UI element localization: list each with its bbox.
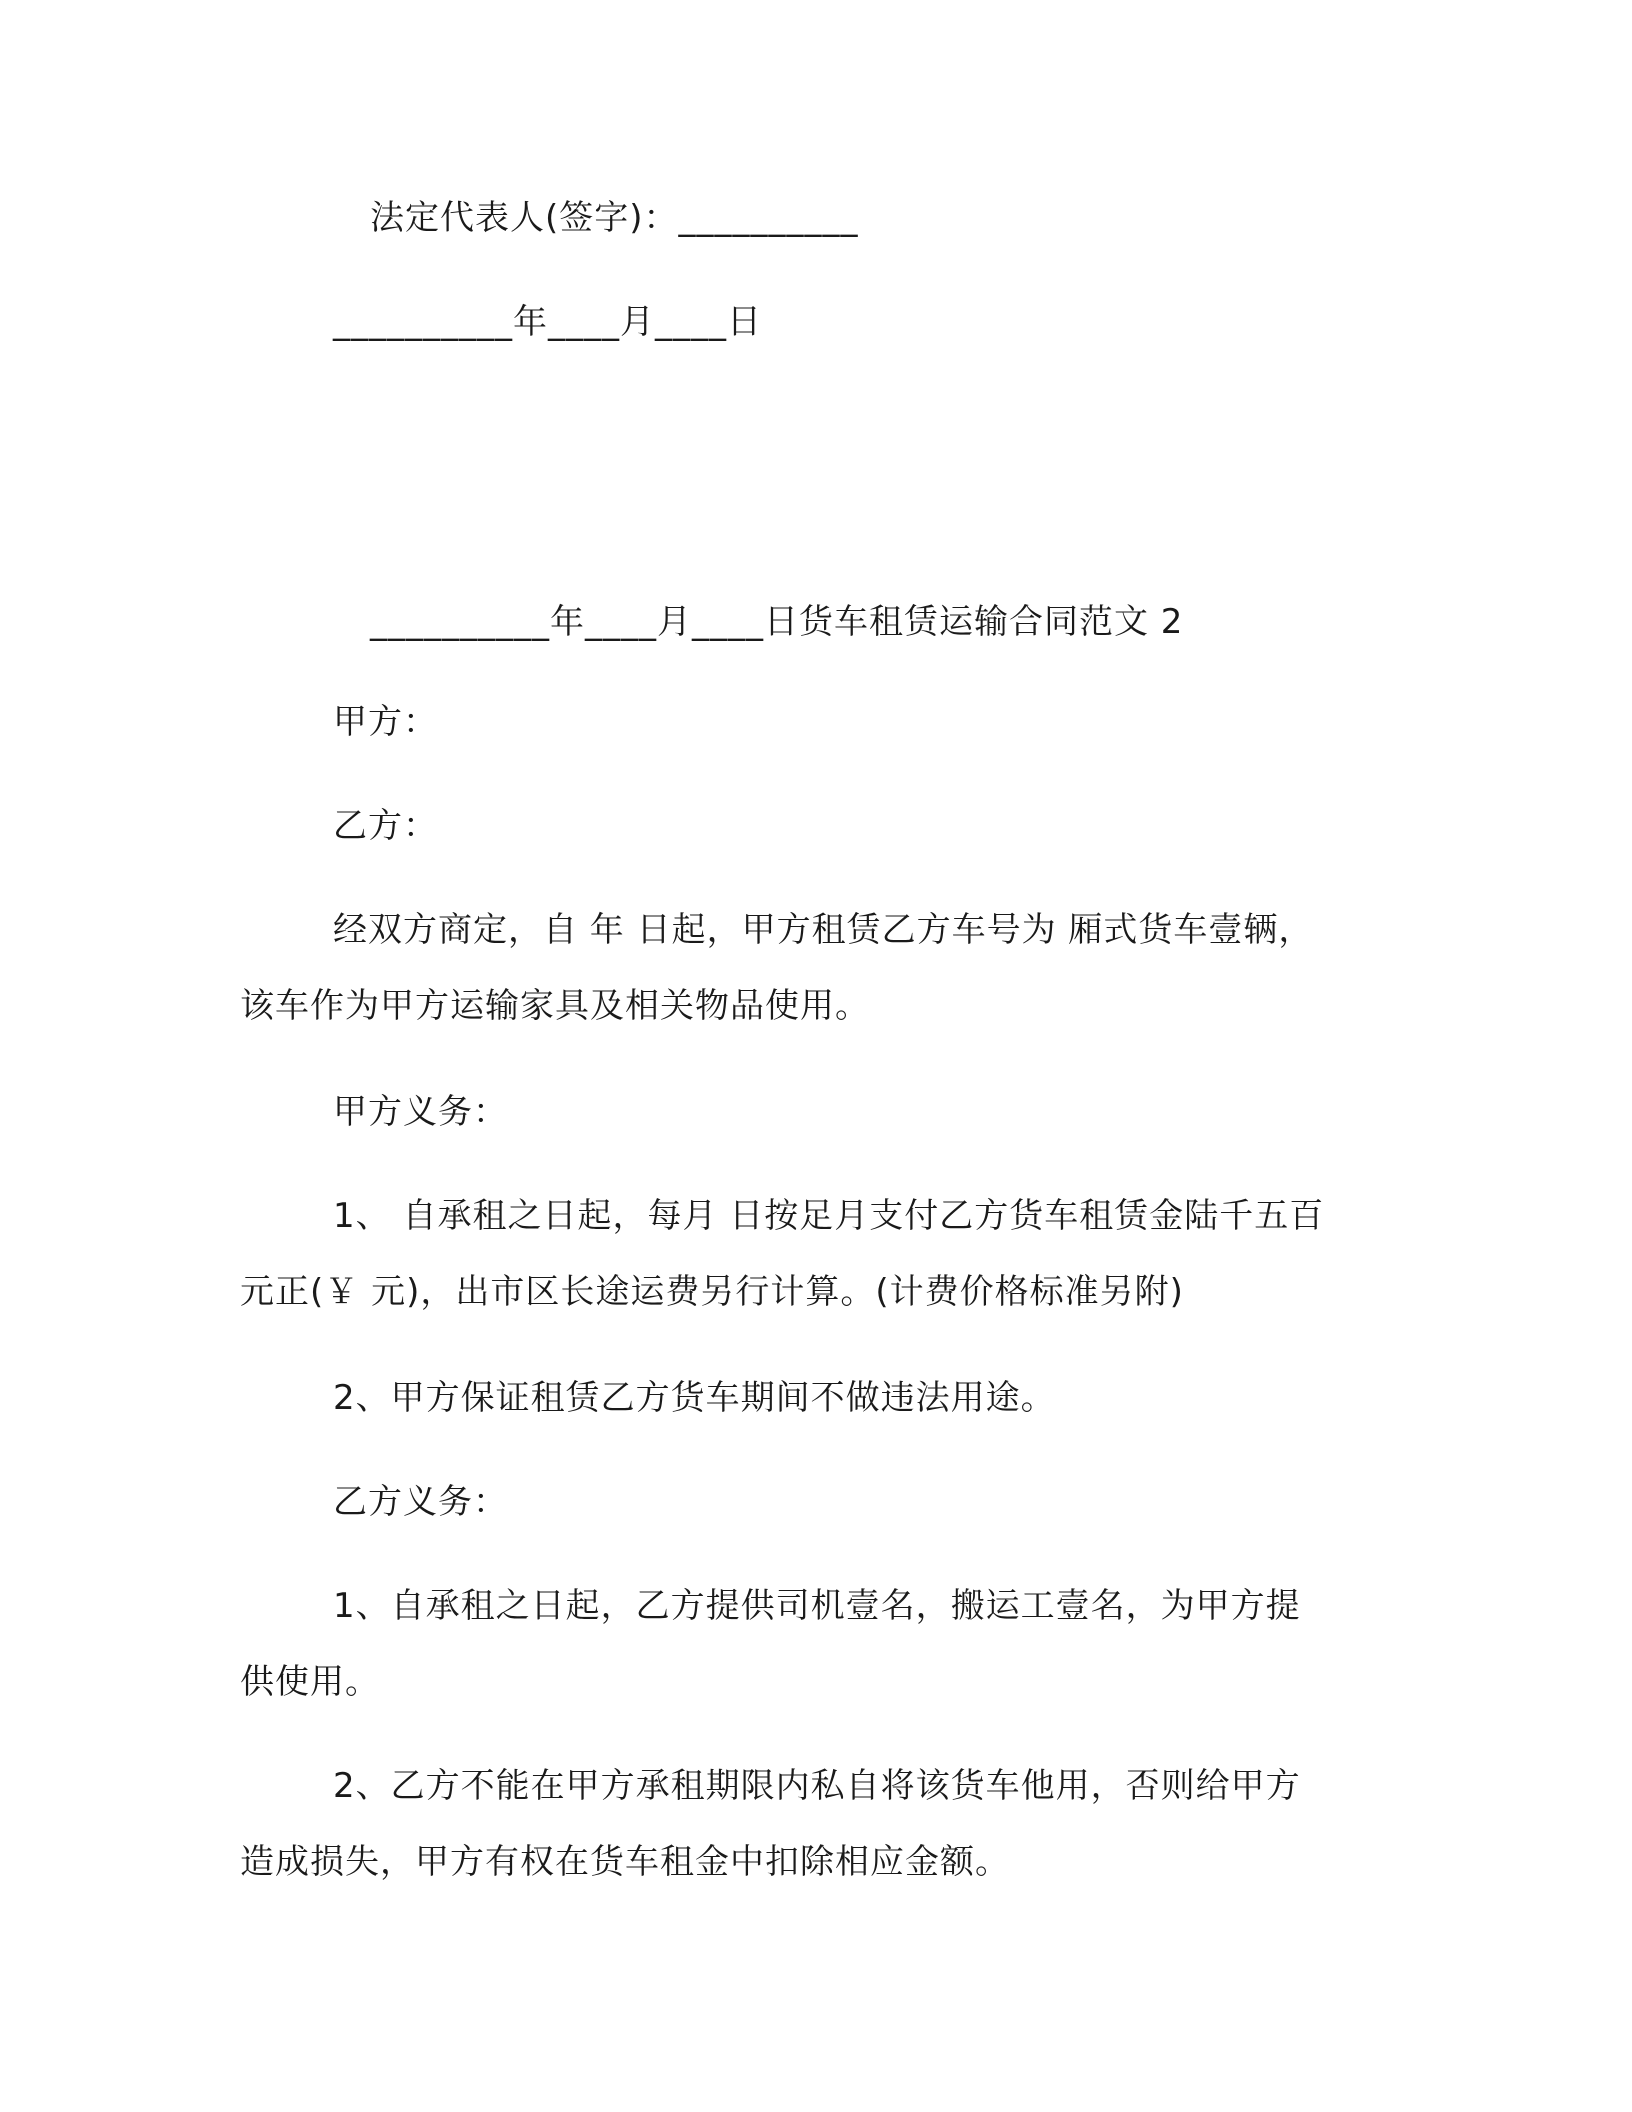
intro-paragraph-line-1: 经双方商定，自 年 日起，甲方租赁乙方车号为 厢式货车壹辆， bbox=[333, 910, 1314, 950]
party-b-item-1-line-1: 1、自承租之日起，乙方提供司机壹名，搬运工壹名，为甲方提 bbox=[333, 1586, 1301, 1626]
party-b-duties-heading: 乙方义务： bbox=[333, 1482, 508, 1522]
date-line: __________年____月____日 bbox=[333, 302, 762, 342]
party-a-item-2: 2、甲方保证租赁乙方货车期间不做违法用途。 bbox=[333, 1378, 1056, 1418]
party-b-item-1-line-2: 供使用。 bbox=[240, 1662, 380, 1702]
party-b-label: 乙方： bbox=[333, 806, 438, 846]
contract-title: __________年____月____日货车租赁运输合同范文 2 bbox=[370, 602, 1184, 642]
party-a-duties-heading: 甲方义务： bbox=[333, 1092, 508, 1132]
intro-paragraph-line-2: 该车作为甲方运输家具及相关物品使用。 bbox=[240, 986, 870, 1026]
party-b-item-2-line-1: 2、乙方不能在甲方承租期限内私自将该货车他用，否则给甲方 bbox=[333, 1766, 1301, 1806]
party-a-item-1-line-1: 1、 自承租之日起，每月 日按足月支付乙方货车租赁金陆千五百 bbox=[333, 1196, 1325, 1236]
party-a-item-1-line-2: 元正(￥ 元)，出市区长途运费另行计算。(计费价格标准另附) bbox=[240, 1272, 1184, 1312]
signature-line: 法定代表人(签字)：__________ bbox=[370, 198, 859, 238]
party-b-item-2-line-2: 造成损失，甲方有权在货车租金中扣除相应金额。 bbox=[240, 1842, 1010, 1882]
party-a-label: 甲方： bbox=[333, 702, 438, 742]
